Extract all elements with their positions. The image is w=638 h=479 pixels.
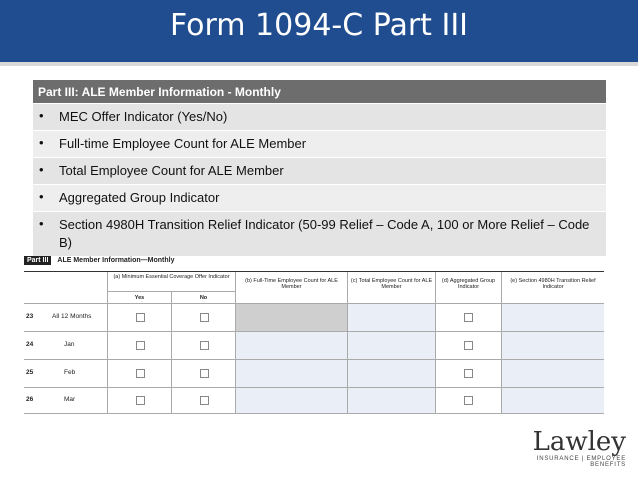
row-number: 23 — [26, 313, 34, 320]
info-item-text: Aggregated Group Indicator — [59, 190, 220, 205]
aggregated-checkbox[interactable] — [464, 369, 473, 378]
col-c-header: (c) Total Employee Count for ALE Member — [348, 272, 436, 304]
row-label: Jan — [64, 341, 75, 348]
info-item-text: MEC Offer Indicator (Yes/No) — [59, 109, 228, 124]
relief-indicator-field[interactable] — [502, 332, 604, 360]
lawley-logo — [506, 428, 626, 468]
aggregated-cell — [436, 360, 502, 388]
yes-cell — [108, 304, 172, 332]
col-e-header: (e) Section 4980H Transition Relief Indicator — [502, 272, 604, 304]
no-checkbox[interactable] — [200, 341, 209, 350]
aggregated-checkbox[interactable] — [464, 313, 473, 322]
row-number: 24 — [26, 341, 34, 348]
yes-cell — [108, 332, 172, 360]
fulltime-count-field[interactable] — [236, 388, 348, 414]
no-checkbox[interactable] — [200, 313, 209, 322]
yes-checkbox[interactable] — [136, 313, 145, 322]
col-no-header: No — [172, 292, 236, 304]
col-d-header: (d) Aggregated Group Indicator — [436, 272, 502, 304]
no-cell — [172, 304, 236, 332]
row-label: All 12 Months — [52, 313, 92, 320]
bullet-icon: • — [39, 162, 44, 177]
info-item — [33, 185, 606, 212]
info-item-text: Full-time Employee Count for ALE Member — [59, 136, 307, 151]
info-item-text: Section 4980H Transition Relief Indicator (50-99 Relief – Code A, 100 or More Relief – Code B) — [59, 217, 590, 250]
col-yes-header: Yes — [108, 292, 172, 304]
row-label: Feb — [64, 369, 76, 376]
ale-info-table — [33, 80, 606, 257]
relief-indicator-field[interactable] — [502, 388, 604, 414]
bullet-icon: • — [39, 135, 44, 150]
logo-name: Lawley — [532, 427, 626, 457]
total-count-field[interactable] — [348, 332, 436, 360]
relief-indicator-field[interactable] — [502, 360, 604, 388]
total-count-field[interactable] — [348, 360, 436, 388]
aggregated-cell — [436, 304, 502, 332]
fulltime-count-field[interactable] — [236, 332, 348, 360]
table-row — [24, 332, 108, 360]
form-part-title — [24, 257, 174, 264]
header-divider — [0, 62, 638, 66]
table-row — [24, 304, 108, 332]
form-1094c-part3-excerpt — [24, 257, 604, 413]
logo-tagline: INSURANCE | EMPLOYEE BENEFITS — [536, 456, 626, 468]
table-row — [24, 360, 108, 388]
bullet-icon: • — [39, 216, 44, 231]
row-number: 26 — [26, 396, 34, 403]
aggregated-cell — [436, 332, 502, 360]
yes-checkbox[interactable] — [136, 369, 145, 378]
slide-header — [0, 0, 638, 62]
no-cell — [172, 332, 236, 360]
fulltime-count-cell-disabled — [236, 304, 348, 332]
slide-title: Form 1094-C Part III — [169, 8, 469, 43]
yes-checkbox[interactable] — [136, 341, 145, 350]
no-checkbox[interactable] — [200, 396, 209, 405]
yes-cell — [108, 360, 172, 388]
col-b-header: (b) Full-Time Employee Count for ALE Member — [236, 272, 348, 304]
info-item — [33, 158, 606, 185]
form-title-text: ALE Member Information—Monthly — [57, 257, 175, 264]
fulltime-count-field[interactable] — [236, 360, 348, 388]
no-checkbox[interactable] — [200, 369, 209, 378]
total-count-field[interactable] — [348, 304, 436, 332]
row-number: 25 — [26, 369, 34, 376]
col-a-header: (a) Minimum Essential Coverage Offer Indicator — [108, 272, 236, 292]
aggregated-cell — [436, 388, 502, 414]
row-label-header — [24, 272, 108, 304]
row-label: Mar — [64, 396, 76, 403]
bullet-icon: • — [39, 189, 44, 204]
info-item — [33, 131, 606, 158]
no-cell — [172, 360, 236, 388]
info-item — [33, 212, 606, 257]
table-row — [24, 388, 108, 414]
aggregated-checkbox[interactable] — [464, 396, 473, 405]
form-grid — [24, 271, 604, 414]
info-item-text: Total Employee Count for ALE Member — [59, 163, 284, 178]
aggregated-checkbox[interactable] — [464, 341, 473, 350]
no-cell — [172, 388, 236, 414]
total-count-field[interactable] — [348, 388, 436, 414]
info-item — [33, 104, 606, 131]
bullet-icon: • — [39, 108, 44, 123]
yes-cell — [108, 388, 172, 414]
form-part-badge: Part III — [24, 256, 51, 265]
relief-indicator-field[interactable] — [502, 304, 604, 332]
yes-checkbox[interactable] — [136, 396, 145, 405]
info-table-header: Part III: ALE Member Information - Monthly — [33, 80, 606, 104]
